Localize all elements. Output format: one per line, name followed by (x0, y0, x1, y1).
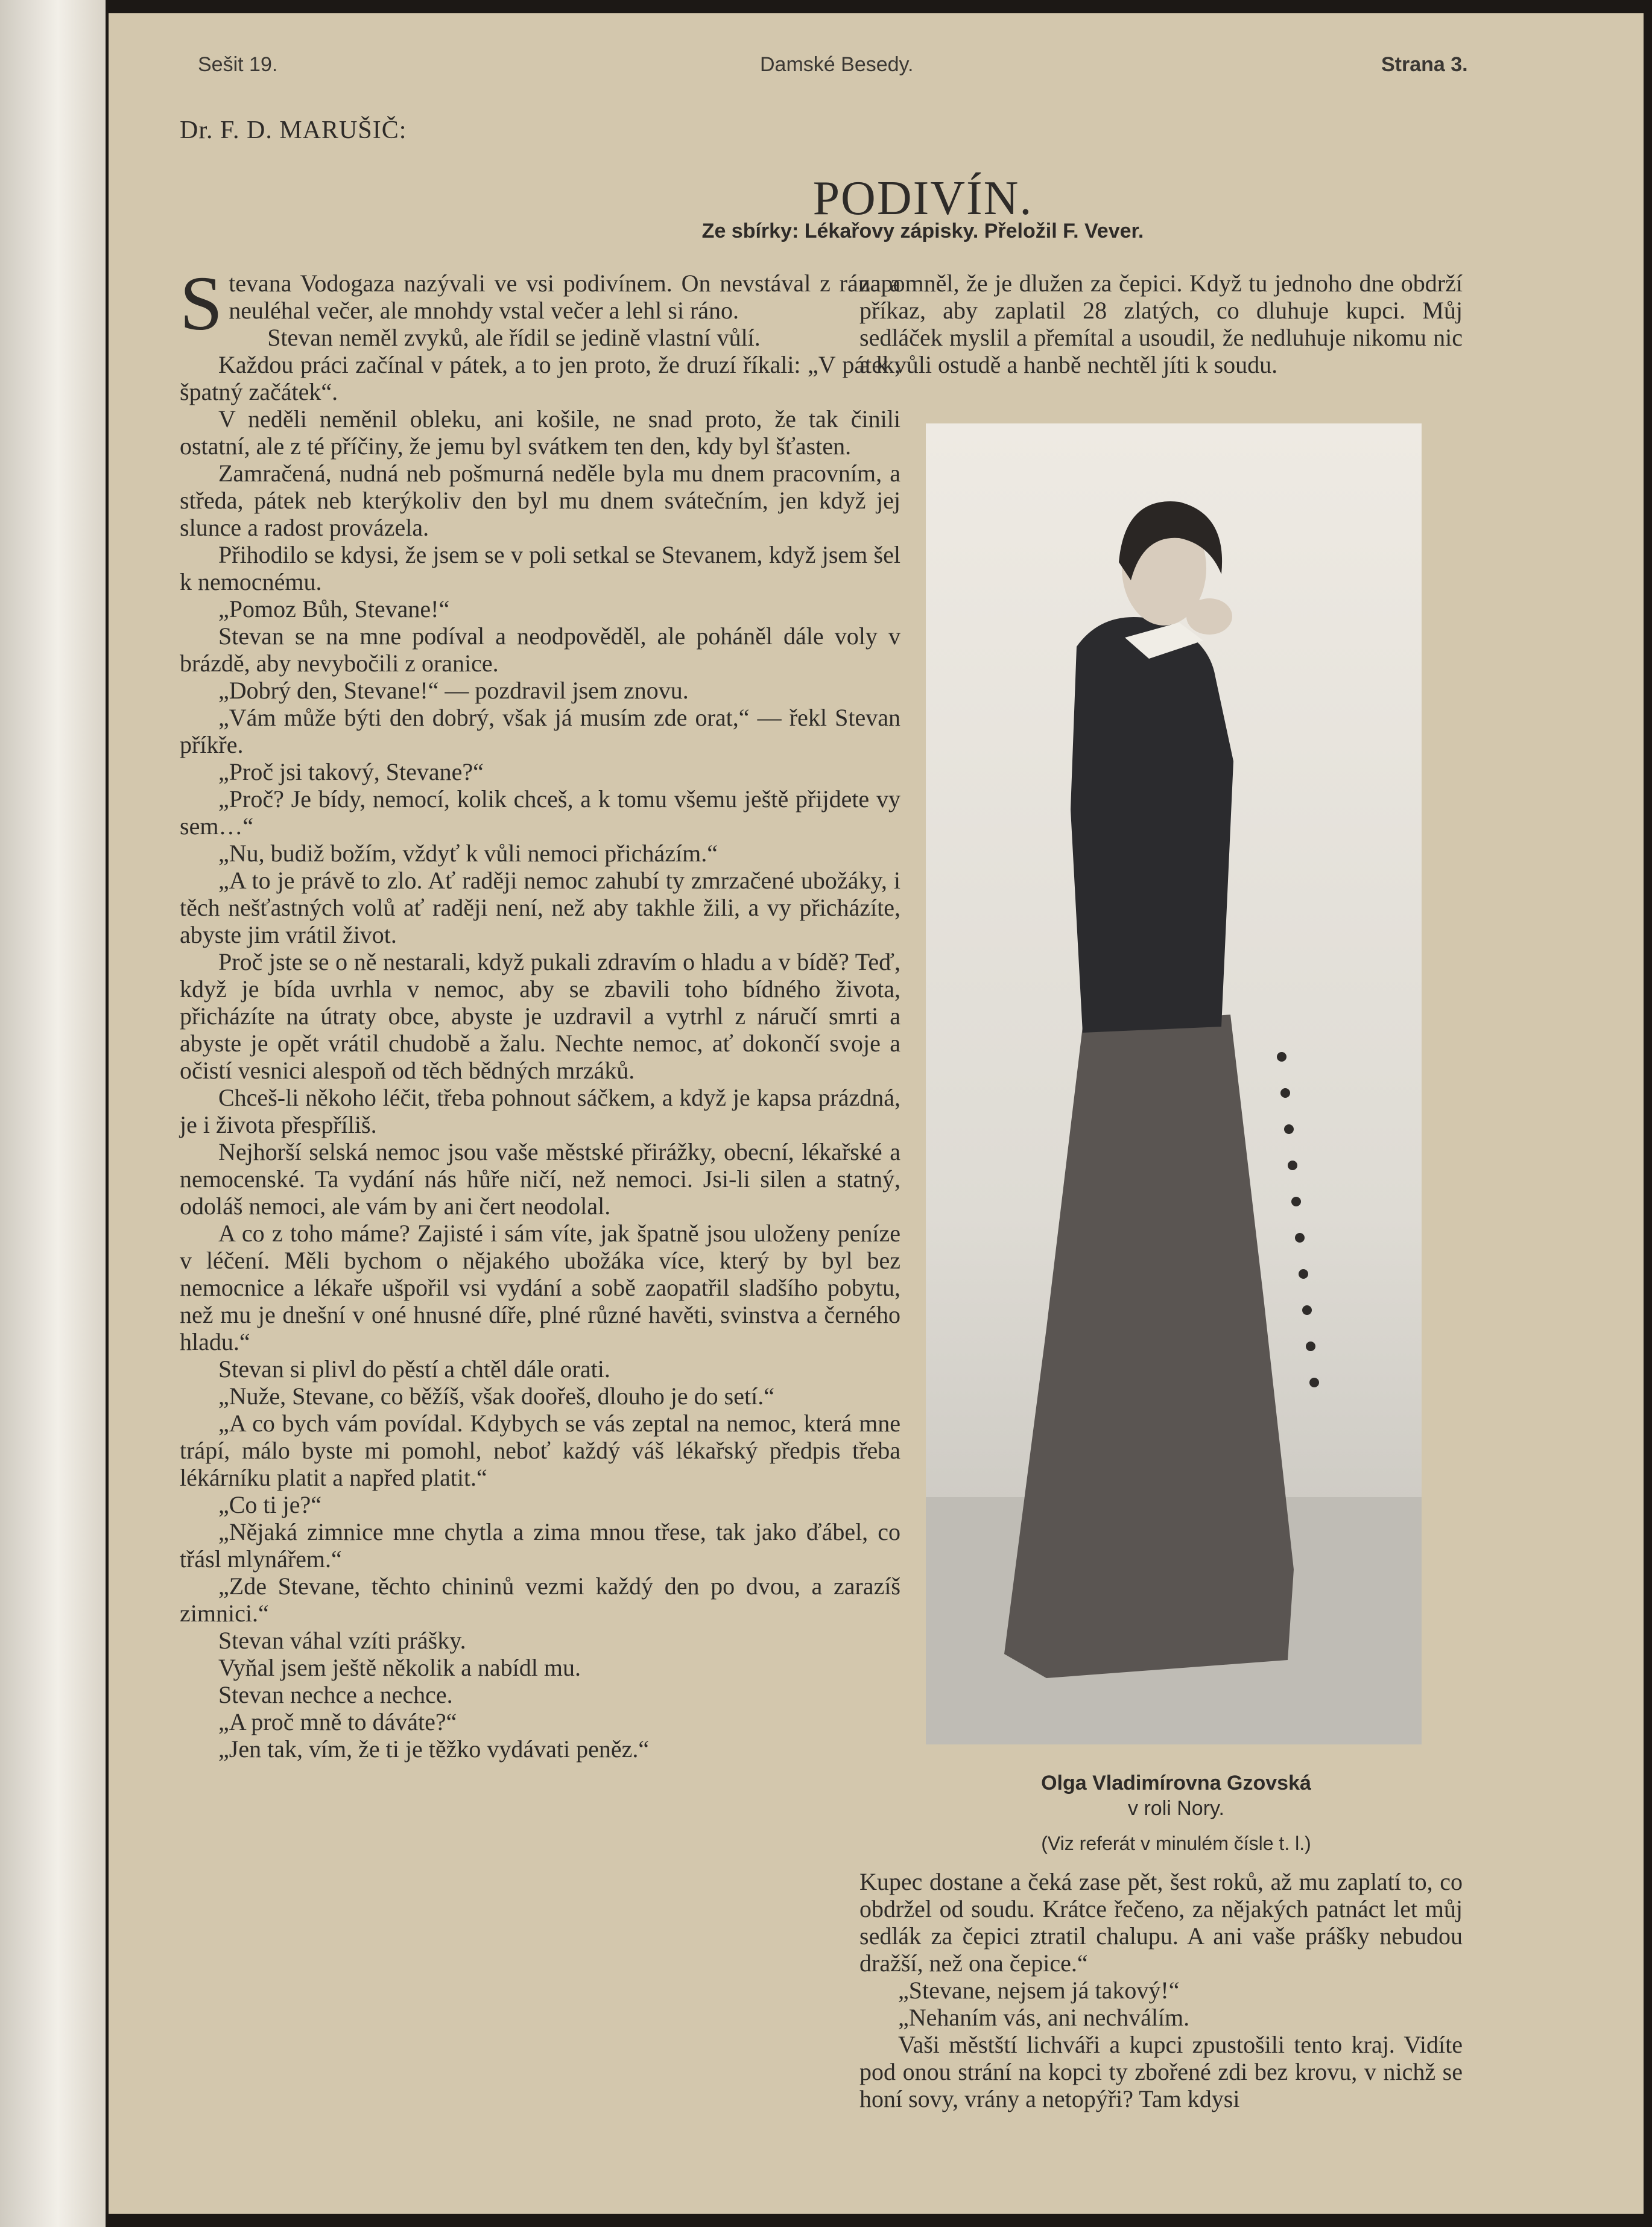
paragraph: „Nějaká zimnice mne chytla a zima mnou třese, tak jako ďábel, co třásl mlynářem.“ (180, 1518, 900, 1573)
article-subtitle: Ze sbírky: Lékařovy zápisky. Přeložil F. Vever. (701, 220, 1144, 242)
dark-sweater (1071, 617, 1233, 1033)
paragraph: „Dobrý den, Stevane!“ — pozdravil jsem znovu. (218, 677, 689, 704)
paragraph: Vyňal jsem ještě několik a nabídl mu. (218, 1654, 581, 1681)
paragraph: „A proč mně to dáváte?“ (218, 1708, 457, 1735)
paragraph: V neděli neměnil obleku, ani košile, ne snad proto, že tak činili ostatní, ale z té příčiny, že jemu byl svátkem ten den, kdy byl šťasten. (180, 405, 900, 460)
paragraph: „Zde Stevane, těchto chininů vezmi každý den po dvou, a zarazíš zimnici.“ (180, 1573, 900, 1627)
portrait-illustration (926, 423, 1422, 1744)
article-title: PODIVÍN. (812, 172, 1033, 225)
photo-caption (866, 1770, 1487, 1857)
paragraph: Přihodilo se kdysi, že jsem se v poli setkal se Stevanem, když jsem šel k nemocnému. (180, 541, 900, 595)
portrait-photo (926, 423, 1422, 1744)
paragraph: „Proč jsi takový, Stevane?“ (218, 758, 484, 785)
paragraph: Každou práci začínal v pátek, a to jen proto, že druzí říkali: „V pátek, špatný začátek“. (180, 351, 900, 405)
paragraph: „Nuže, Stevane, co běžíš, však doořeš, dlouho je do setí.“ (218, 1383, 774, 1410)
paragraph: „Nu, budiž božím, vždyť k vůli nemoci přicházím.“ (218, 840, 718, 867)
paragraph: „A to je právě to zlo. Ať raději nemoc zahubí ty zmrzačené ubožáky, i těch nešťastných volů ať raději není, než aby takhle žili, a vy přicházíte, abyste jim vrátil život. (180, 867, 900, 948)
paragraph: „Vám může býti den dobrý, však já musím zde orat,“ — řekl Stevan příkře. (180, 704, 900, 758)
text-column-right-top (859, 270, 1463, 378)
hands (1186, 598, 1232, 635)
paragraph: Nejhorší selská nemoc jsou vaše městské přirážky, obecní, lékařské a nemocenské. Ta vydání nás hůře ničí, než nemoci. Jsi-li silen a statný, odoláš nemoci, ale vám by ani čert neodolal. (180, 1138, 900, 1220)
paragraph: „Stevane, nejsem já takový!“ (898, 1977, 1180, 2004)
paragraph: Stevan se na mne podíval a neodpověděl, ale poháněl dále voly v brázdě, aby nevybočili z oranice. (180, 622, 900, 677)
paragraph: „Nehaním vás, ani nechválím. (898, 2004, 1190, 2031)
paragraph: Kupec dostane a čeká zase pět, šest roků, až mu zaplatí to, co obdržel od soudu. Krátce řečeno, za nějakých patnáct let můj sedlák za čepici ztratil chalupu. A ani vaše prášky nebudou dražší, než ona čepice.“ (859, 1868, 1463, 1977)
paragraph: „Pomoz Bůh, Stevane!“ (218, 595, 450, 622)
magazine-name: Damské Besedy. (760, 53, 914, 76)
caption-role: v roli Nory. (1128, 1797, 1224, 1820)
paragraph: „Co ti je?“ (218, 1491, 322, 1518)
paragraph: A co z toho máme? Zajisté i sám víte, jak špatně jsou uloženy peníze v léčení. Měli bychom o nějakého ubožáka více, který by byl bez nemocnice a lékaře ušpořil vsi vydání a sobě zaopatřil sladšího pobytu, než mu je dnešní v oné hnusné díře, plné různé havěti, svinstva a černého hladu.“ (180, 1220, 900, 1355)
first-paragraph-text: tevana Vodogaza nazývali ve vsi podivínem. On nevstával z rána a neuléhal večer, ale mnohdy vstal večer a lehl si ráno. (229, 270, 900, 324)
paragraph: Stevan váhal vzíti prášky. (218, 1627, 466, 1654)
paragraph: Stevan si plivl do pěstí a chtěl dále orati. (218, 1355, 610, 1383)
paragraph: Vaši městští lichváři a kupci zpustošili tento kraj. Vidíte pod onou strání na kopci ty zbořené zdi bez krovu, v nichž se honí sovy, vrány a netopýři? Tam kdysi (859, 2031, 1463, 2112)
text-column-right-bottom (859, 1868, 1463, 2112)
paragraph: Zamračená, nudná neb pošmurná neděle byla mu dnem pracovním, a středa, pátek neb kterýkoliv den byl mu dnem svátečním, jen když jej slunce a radost provázela. (180, 460, 900, 541)
issue-number: Sešit 19. (198, 53, 278, 76)
paragraph: Stevan nechce a nechce. (218, 1681, 453, 1708)
text-column-left (180, 261, 900, 1763)
paragraph: „A co bych vám povídal. Kdybych se vás zeptal na nemoc, která mne trápí, málo byste mi pomohl, neboť každý váš lékařský předpis třeba lékárníku platit a napřed platit.“ (180, 1410, 900, 1491)
caption-note: (Viz referát v minulém čísle t. l.) (1041, 1833, 1311, 1854)
book-binding-edge (0, 0, 106, 2227)
magazine-page (109, 13, 1644, 2214)
drop-cap: S (180, 261, 223, 346)
caption-name: Olga Vladimírovna Gzovská (1041, 1772, 1311, 1795)
paragraph: „Proč? Je bídy, nemocí, kolik chceš, a k tomu všemu ještě přijdete vy sem…“ (180, 785, 900, 840)
paragraph: Chceš-li někoho léčit, třeba pohnout sáčkem, a když je kapsa prázdná, je i života přespříliš. (180, 1084, 900, 1138)
page-number: Strana 3. (1381, 53, 1468, 76)
long-skirt (1004, 1015, 1294, 1678)
paragraph: Stevan neměl zvyků, ale řídil se jedině vlastní vůlí. (267, 324, 761, 351)
skirt-buttons (1277, 1052, 1319, 1387)
paragraph: zapomněl, že je dlužen za čepici. Když tu jednoho dne obdrží příkaz, aby zaplatil 28 zlatých, co dluhuje kupci. Můj sedláček myslil a přemítal a usoudil, že nedluhuje nikomu nic a k vůli ostudě a hanbě nechtěl jíti k soudu. (859, 270, 1463, 378)
article-author: Dr. F. D. MARUŠIČ: (180, 116, 407, 144)
paragraph: „Jen tak, vím, že ti je těžko vydávati peněz.“ (218, 1735, 650, 1763)
paragraph: Proč jste se o ně nestarali, když pukali zdravím o hladu a v bídě? Teď, když je bída uvrhla v nemoc, aby se zbavili toho bídného života, přicházíte na útraty obce, abyste je uzdravil a vytrhl z náručí smrti a abyste je opět vrátil chudobě a žalu. Nechte nemoc, ať dokončí svoje a očistí vesnici alespoň od těch bědných mrzáků. (180, 948, 900, 1084)
